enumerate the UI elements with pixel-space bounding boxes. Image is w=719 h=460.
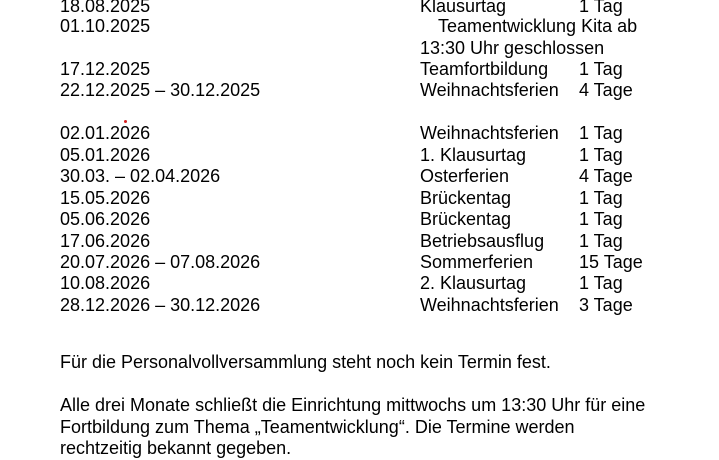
table-row xyxy=(0,208,719,230)
closure-event: Osterferien xyxy=(420,166,510,186)
table-row-continuation xyxy=(0,37,719,59)
closure-event: Brückentag xyxy=(420,188,512,208)
closure-date: 30.03. – 02.04.2026 xyxy=(60,166,221,186)
closure-event: Sommerferien xyxy=(420,252,534,272)
closure-duration: 1 Tag xyxy=(579,231,623,251)
closure-event: Teamfortbildung xyxy=(420,59,549,79)
closure-event: Klausurtag xyxy=(420,0,507,16)
closure-duration: 1 Tag xyxy=(579,188,623,208)
closure-event: Brückentag xyxy=(420,209,512,229)
table-row xyxy=(0,58,719,80)
closure-event: Weihnachtsferien xyxy=(420,295,559,315)
closure-duration: 1 Tag xyxy=(579,123,623,143)
closure-date: 17.12.2025 xyxy=(60,59,151,79)
table-row xyxy=(0,187,719,209)
closure-event: 2. Klausurtag xyxy=(420,273,527,293)
table-row xyxy=(0,15,719,37)
assembly-note: Für die Personalvollversammlung steht noch kein Termin fest. xyxy=(60,352,551,372)
closure-event-note: 13:30 Uhr geschlossen xyxy=(420,38,605,58)
closure-date: 15.05.2026 xyxy=(60,188,151,208)
closure-duration: 1 Tag xyxy=(579,59,623,79)
closure-event: 1. Klausurtag xyxy=(420,145,527,165)
closure-event: Teamentwicklung Kita ab xyxy=(438,16,638,36)
table-row xyxy=(0,122,719,144)
table-row xyxy=(0,251,719,273)
closure-event: Weihnachtsferien xyxy=(420,80,559,100)
closure-date: 20.07.2026 – 07.08.2026 xyxy=(60,252,261,272)
closure-date: 02.01.2026 xyxy=(60,123,151,143)
table-row xyxy=(0,230,719,252)
closure-duration: 1 Tag xyxy=(579,209,623,229)
closure-date: 28.12.2026 – 30.12.2026 xyxy=(60,295,261,315)
closure-date: 22.12.2025 – 30.12.2025 xyxy=(60,80,261,100)
closure-date: 10.08.2026 xyxy=(60,273,151,293)
closure-event: Weihnachtsferien xyxy=(420,123,559,143)
closure-date: 05.01.2026 xyxy=(60,145,151,165)
table-row xyxy=(0,165,719,187)
closure-duration: 1 Tag xyxy=(579,0,623,16)
closure-duration: 3 Tage xyxy=(579,295,633,315)
table-row xyxy=(0,294,719,316)
closure-duration: 1 Tag xyxy=(579,273,623,293)
closure-duration: 15 Tage xyxy=(579,252,643,272)
closure-event: Betriebsausflug xyxy=(420,231,545,251)
closure-duration: 4 Tage xyxy=(579,166,633,186)
closure-date: 18.08.2025 xyxy=(60,0,151,16)
closure-date: 05.06.2026 xyxy=(60,209,151,229)
table-row xyxy=(0,272,719,294)
table-row xyxy=(0,144,719,166)
closure-date: 17.06.2026 xyxy=(60,231,151,251)
closure-duration: 4 Tage xyxy=(579,80,633,100)
closure-date: 01.10.2025 xyxy=(60,16,151,36)
table-row xyxy=(0,79,719,101)
closure-duration: 1 Tag xyxy=(579,145,623,165)
team-development-note: Alle drei Monate schließt die Einrichtung mittwochs um 13:30 Uhr für eine Fortbildung zum Thema „Teamentwicklung“. Die Termine werden rechtzeitig bekannt gegeben. xyxy=(60,395,646,458)
